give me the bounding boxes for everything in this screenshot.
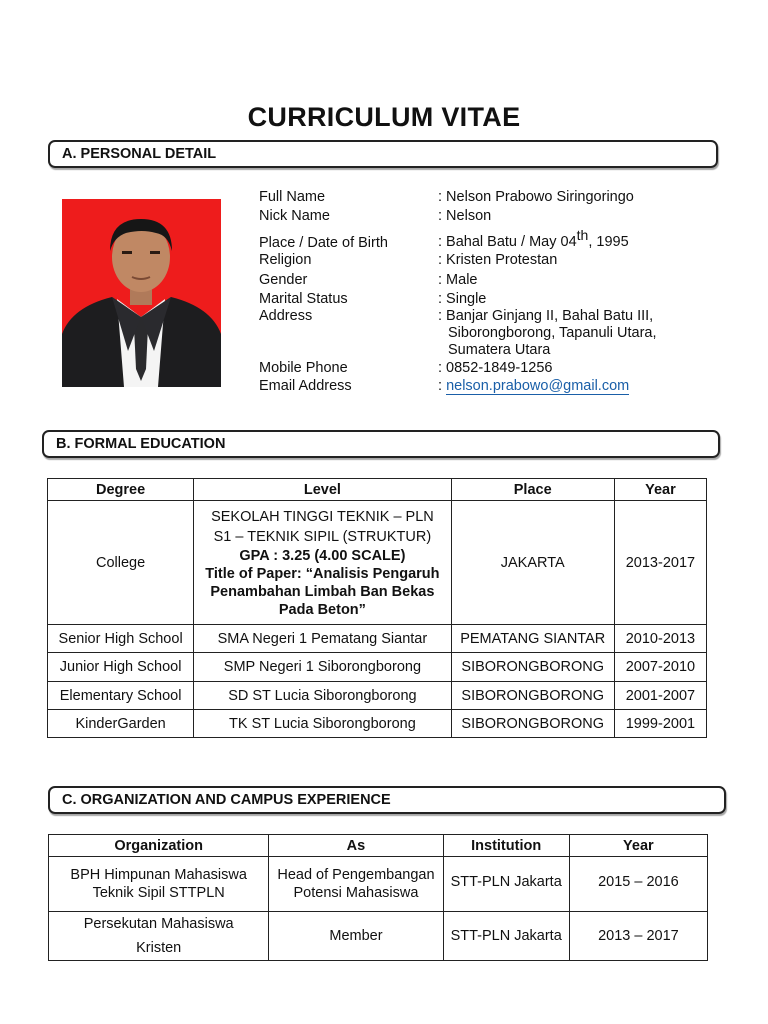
full-name-label: Full Name [259,189,326,205]
birth-value-ordinal: th [576,227,589,243]
person-portrait-icon [62,199,221,387]
year-cell: 2015 – 2016 [569,857,707,912]
email-label: Email Address [259,378,352,394]
section-organization-experience: C. ORGANIZATION AND CAMPUS EXPERIENCE [48,786,726,814]
education-header-row [48,479,707,501]
education-table [47,478,707,738]
year-cell: 2001-2007 [614,682,706,710]
place-cell: SIBORONGBORONG [451,653,614,682]
role-cell [269,857,443,912]
birth-value-main: : Bahal Batu / May 04 [438,234,577,250]
birth-value-year: , 1995 [588,234,629,250]
degree-cell: Elementary School [48,682,194,710]
mobile-label: Mobile Phone [259,360,348,376]
level-line-1: SEKOLAH TINGGI TEKNIK – PLN [211,508,434,525]
marital-label: Marital Status [259,291,348,307]
level-cell: SMP Negeri 1 Siborongborong [194,653,451,682]
level-cell: SD ST Lucia Siborongborong [194,682,451,710]
religion-label: Religion [259,252,312,268]
header-institution: Institution [443,835,569,857]
place-cell: JAKARTA [451,501,614,625]
table-row [48,682,707,710]
paper-title-line-1: Title of Paper: “Analisis Pengaruh [205,565,440,582]
gender-value: : Male [438,272,478,288]
section-personal-detail: A. PERSONAL DETAIL [48,140,718,168]
address-label: Address [259,308,313,324]
header-place: Place [451,479,614,501]
degree-cell: Junior High School [48,653,194,682]
email-link[interactable]: nelson.prabowo@gmail.com [446,378,630,394]
organization-line-2: Teknik Sipil STTPLN [92,885,225,901]
gpa-text: GPA : 3.25 (4.00 SCALE) [239,547,406,564]
degree-cell: College [48,501,194,625]
address-line-3: Sumatera Utara [448,342,551,358]
table-row [48,710,707,738]
level-cell: TK ST Lucia Siborongborong [194,710,451,738]
place-cell: SIBORONGBORONG [451,682,614,710]
role-line-2: Potensi Mahasiswa [293,885,419,901]
birth-value [438,227,629,251]
place-cell: SIBORONGBORONG [451,710,614,738]
page-title: CURRICULUM VITAE [247,102,521,132]
place-cell: PEMATANG SIANTAR [451,625,614,653]
paper-title-line-2: Penambahan Limbah Ban Bekas [210,583,435,600]
profile-photo [62,199,221,387]
paper-title-line-3: Pada Beton” [278,601,366,618]
table-row [49,912,708,961]
full-name-value: : Nelson Prabowo Siringoringo [438,189,634,205]
mobile-value: : 0852-1849-1256 [438,360,553,376]
institution-cell: STT-PLN Jakarta [443,912,569,961]
organization-line-1: BPH Himpunan Mahasiswa [70,867,247,883]
organization-cell [49,857,269,912]
role-line-1: Head of Pengembangan [277,867,435,883]
organization-line-2: Kristen [136,940,182,956]
header-degree: Degree [48,479,194,501]
organization-cell [49,912,269,961]
role-cell: Member [269,912,443,961]
address-line-1: : Banjar Ginjang II, Bahal Batu III, [438,308,654,324]
organization-header-row [49,835,708,857]
level-cell [194,501,451,625]
table-row [48,501,707,625]
header-year: Year [569,835,707,857]
header-year: Year [614,479,706,501]
year-cell: 2007-2010 [614,653,706,682]
section-formal-education: B. FORMAL EDUCATION [42,430,720,458]
marital-value: : Single [438,291,487,307]
header-organization: Organization [49,835,269,857]
table-row [49,857,708,912]
level-cell: SMA Negeri 1 Pematang Siantar [194,625,451,653]
religion-value: : Kristen Protestan [438,252,558,268]
year-cell: 2010-2013 [614,625,706,653]
header-level: Level [194,479,451,501]
table-row [48,625,707,653]
header-as: As [269,835,443,857]
degree-cell: Senior High School [48,625,194,653]
year-cell: 2013-2017 [614,501,706,625]
birth-label: Place / Date of Birth [259,235,388,251]
address-line-2: Siborongborong, Tapanuli Utara, [448,325,657,341]
table-row [48,653,707,682]
nick-name-label: Nick Name [259,208,330,224]
year-cell: 2013 – 2017 [569,912,707,961]
institution-cell: STT-PLN Jakarta [443,857,569,912]
gender-label: Gender [259,272,308,288]
nick-name-value: : Nelson [438,208,492,224]
degree-cell: KinderGarden [48,710,194,738]
organization-line-1: Persekutan Mahasiswa [83,916,234,932]
email-value [438,378,629,395]
level-line-2: S1 – TEKNIK SIPIL (STRUKTUR) [213,528,432,545]
email-prefix: : [438,378,447,394]
year-cell: 1999-2001 [614,710,706,738]
organization-table [48,834,708,961]
